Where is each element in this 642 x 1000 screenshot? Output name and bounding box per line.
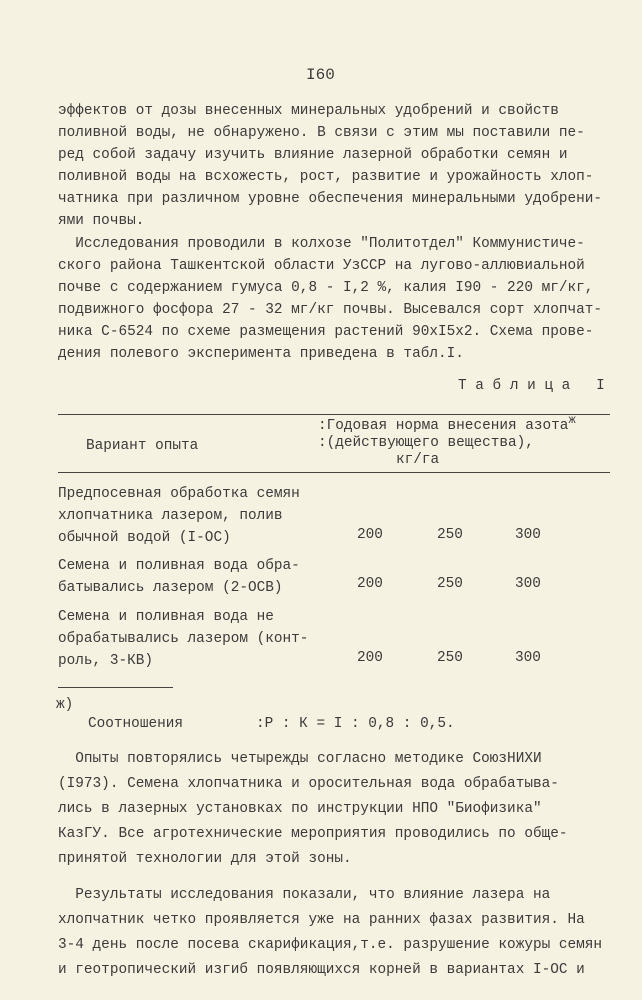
row-label: Предпосевная обработка семян xyxy=(58,486,300,502)
text-line: 3-4 день после посева скарификация,т.е. разрушение кожуры семян xyxy=(58,937,603,953)
paragraph-2 xyxy=(58,233,602,365)
table-header-rule xyxy=(58,472,610,473)
text-line: хлопчатник четко проявляется уже на ранних фазах развития. На xyxy=(58,912,585,928)
row-label: Семена и поливная вода не xyxy=(58,609,274,625)
text-line: и геотропический изгиб появляющихся корней в вариантах I-ОС и xyxy=(58,962,585,978)
footnote-mark: ж xyxy=(568,413,576,428)
value-cell: 300 xyxy=(515,527,541,543)
value-cell: 250 xyxy=(437,576,463,592)
header-line: кг/га xyxy=(396,452,440,468)
text-line: дения полевого эксперимента приведена в табл.I. xyxy=(58,346,464,362)
paragraph-1 xyxy=(58,100,602,232)
footnote-rule xyxy=(58,687,173,688)
value-cell: 250 xyxy=(437,650,463,666)
text-line: подвижного фосфора 27 - 32 мг/кг почвы. Высевался сорт хлопчат- xyxy=(58,302,603,318)
text-line: поливной воды, не обнаружено. В связи с этим мы поставили пе- xyxy=(58,125,585,141)
header-line: :(действующего вещества), xyxy=(318,435,534,451)
value-cell: 200 xyxy=(357,650,383,666)
text-line: ред собой задачу изучить влияние лазерной обработки семян и xyxy=(58,147,568,163)
text-line: Результаты исследования показали, что влияние лазера на xyxy=(58,887,551,903)
column-header-nitrogen xyxy=(318,413,576,469)
text-line: (I973). Семена хлопчатника и оросительная вода обрабатыва- xyxy=(58,776,559,792)
text-line: эффектов от дозы внесенных минеральных удобрений и свойств xyxy=(58,103,559,119)
paragraph-4 xyxy=(58,883,602,983)
value-cell: 300 xyxy=(515,576,541,592)
footnote-label: Соотношения xyxy=(88,716,183,732)
text-line: ями почвы. xyxy=(58,213,145,229)
row-label: хлопчатника лазером, полив xyxy=(58,508,283,524)
text-line: поливной воды на всхожесть, рост, развитие и урожайность хлоп- xyxy=(58,169,594,185)
paragraph-3 xyxy=(58,747,568,872)
value-cell: 250 xyxy=(437,527,463,543)
text-line: лись в лазерных установках по инструкции НПО "Биофизика" xyxy=(58,801,542,817)
table-top-rule xyxy=(58,414,610,415)
footnote-text: :Р : К = I : 0,8 : 0,5. xyxy=(256,716,455,732)
value-cell: 200 xyxy=(357,527,383,543)
text-line: чатника при различном уровне обеспечения минеральными удобрени- xyxy=(58,191,603,207)
row-label: Семена и поливная вода обра- xyxy=(58,558,300,574)
text-line: принятой технологии для этой зоны. xyxy=(58,851,352,867)
row-label: обрабатывались лазером (конт- xyxy=(58,631,309,647)
column-header-variant: Вариант опыта xyxy=(86,438,199,454)
text-line: ского района Ташкентской области УзССР на лугово-аллювиальной xyxy=(58,258,585,274)
text-line: почве с содержанием гумуса 0,8 - I,2 %, калия I90 - 220 мг/кг, xyxy=(58,280,594,296)
footnote-mark: ж) xyxy=(56,697,74,713)
header-line: :Годовая норма внесения азота xyxy=(318,418,569,434)
text-line: Опыты повторялись четырежды согласно методике СоюзНИХИ xyxy=(58,751,542,767)
row-label: роль, 3-КВ) xyxy=(58,653,153,669)
row-label: батывались лазером (2-ОСВ) xyxy=(58,580,283,596)
page-number: I60 xyxy=(306,66,335,84)
text-line: Исследования проводили в колхозе "Политотдел" Коммунистиче- xyxy=(58,236,585,252)
value-cell: 300 xyxy=(515,650,541,666)
text-line: ника С-6524 по схеме размещения растений 90xI5x2. Схема прове- xyxy=(58,324,594,340)
text-line: КазГУ. Все агротехнические мероприятия проводились по обще- xyxy=(58,826,568,842)
value-cell: 200 xyxy=(357,576,383,592)
table-caption: Т а б л и ц а I xyxy=(458,378,605,394)
row-label: обычной водой (I-ОС) xyxy=(58,530,231,546)
